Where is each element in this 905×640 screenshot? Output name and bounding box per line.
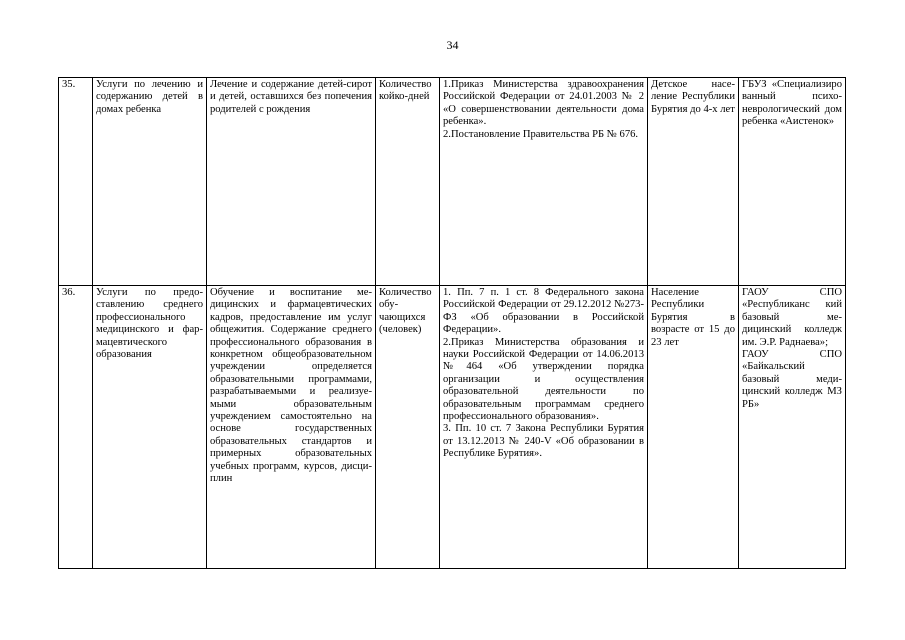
legal-basis-cell <box>440 78 648 286</box>
legal-basis-item: 3. Пп. 10 ст. 7 Закона Республики Бурятия от 13.12.2013 № 240-V «Об образовании в Республике Бурятия». <box>443 423 644 460</box>
institutions-cell <box>739 78 846 286</box>
services-table <box>58 77 846 569</box>
service-content-cell: Лечение и содержание детей-сирот и детей, оставшихся без попечения родителей с рождения <box>207 78 376 286</box>
legal-basis-item: 2.Постановление Правительства РБ № 676. <box>443 128 639 140</box>
unit-cell: Количество койко-дней <box>376 78 440 286</box>
institution-item: ГАОУ СПО «Байкальский базовый медицинский колледж МЗ РБ» <box>742 349 842 410</box>
legal-basis-cell <box>440 286 648 569</box>
institutions-cell <box>739 286 846 569</box>
consumers-cell: Детское население Республики Бурятия до 4-х лет <box>648 78 739 286</box>
institution-item: ГАОУ СПО «Республиканс кий базовый медицинский колледж им. Э.Р. Раднаева»; <box>742 287 842 348</box>
unit-cell: Количество обучающихся (человек) <box>376 286 440 569</box>
legal-basis-item: 2.Приказ Министерства образования и науки Российской Федерации от 14.06.2013 №464 «Об утверждении порядка организации и осуществления образовательной деятельности по образовательным программам среднего профессионального образования». <box>443 336 644 423</box>
legal-basis-item: 1. Пп. 7 п. 1 ст. 8 Федерального закона Российской Федерации от 29.12.2012 №273-ФЗ «Об образовании в Российской Федерации». <box>443 287 644 336</box>
service-content-cell: Обучение и воспитание медицинских и фармацевтических кадров, предоставление им услуг общежития. Содержание среднего профессионального образования в конкретном общеобразовательном учреждении определяется образовательными программами, разрабатываемыми и реализуемыми образовательным учреждением самостоятельно на основе государственных образовательных стандартов и примерных образовательных учебных программ, курсов, дисциплин <box>207 286 376 569</box>
row-number-cell: 36. <box>59 286 93 569</box>
consumers-cell: Население Республики Бурятия в возрасте от 15 до 23 лет <box>648 286 739 569</box>
service-name-cell: Услуги по предоставлению среднего профессионального медицинского и фармацевтического образования <box>93 286 207 569</box>
legal-basis-item: 1.Приказ Министерства здравоохранения Российской Федерации от 24.01.2003 № 2 «О совершенствовании деятельности дома ребенка». <box>443 79 644 128</box>
table-row <box>59 78 846 286</box>
row-number-cell: 35. <box>59 78 93 286</box>
page-number: 34 <box>446 38 459 52</box>
service-name-cell: Услуги по лечению и содержанию детей в домах ребенка <box>93 78 207 286</box>
institution-item: ГБУЗ «Специализиро ванный психоневрологический дом ребенка «Аистенок» <box>742 79 842 128</box>
table-row <box>59 286 846 569</box>
